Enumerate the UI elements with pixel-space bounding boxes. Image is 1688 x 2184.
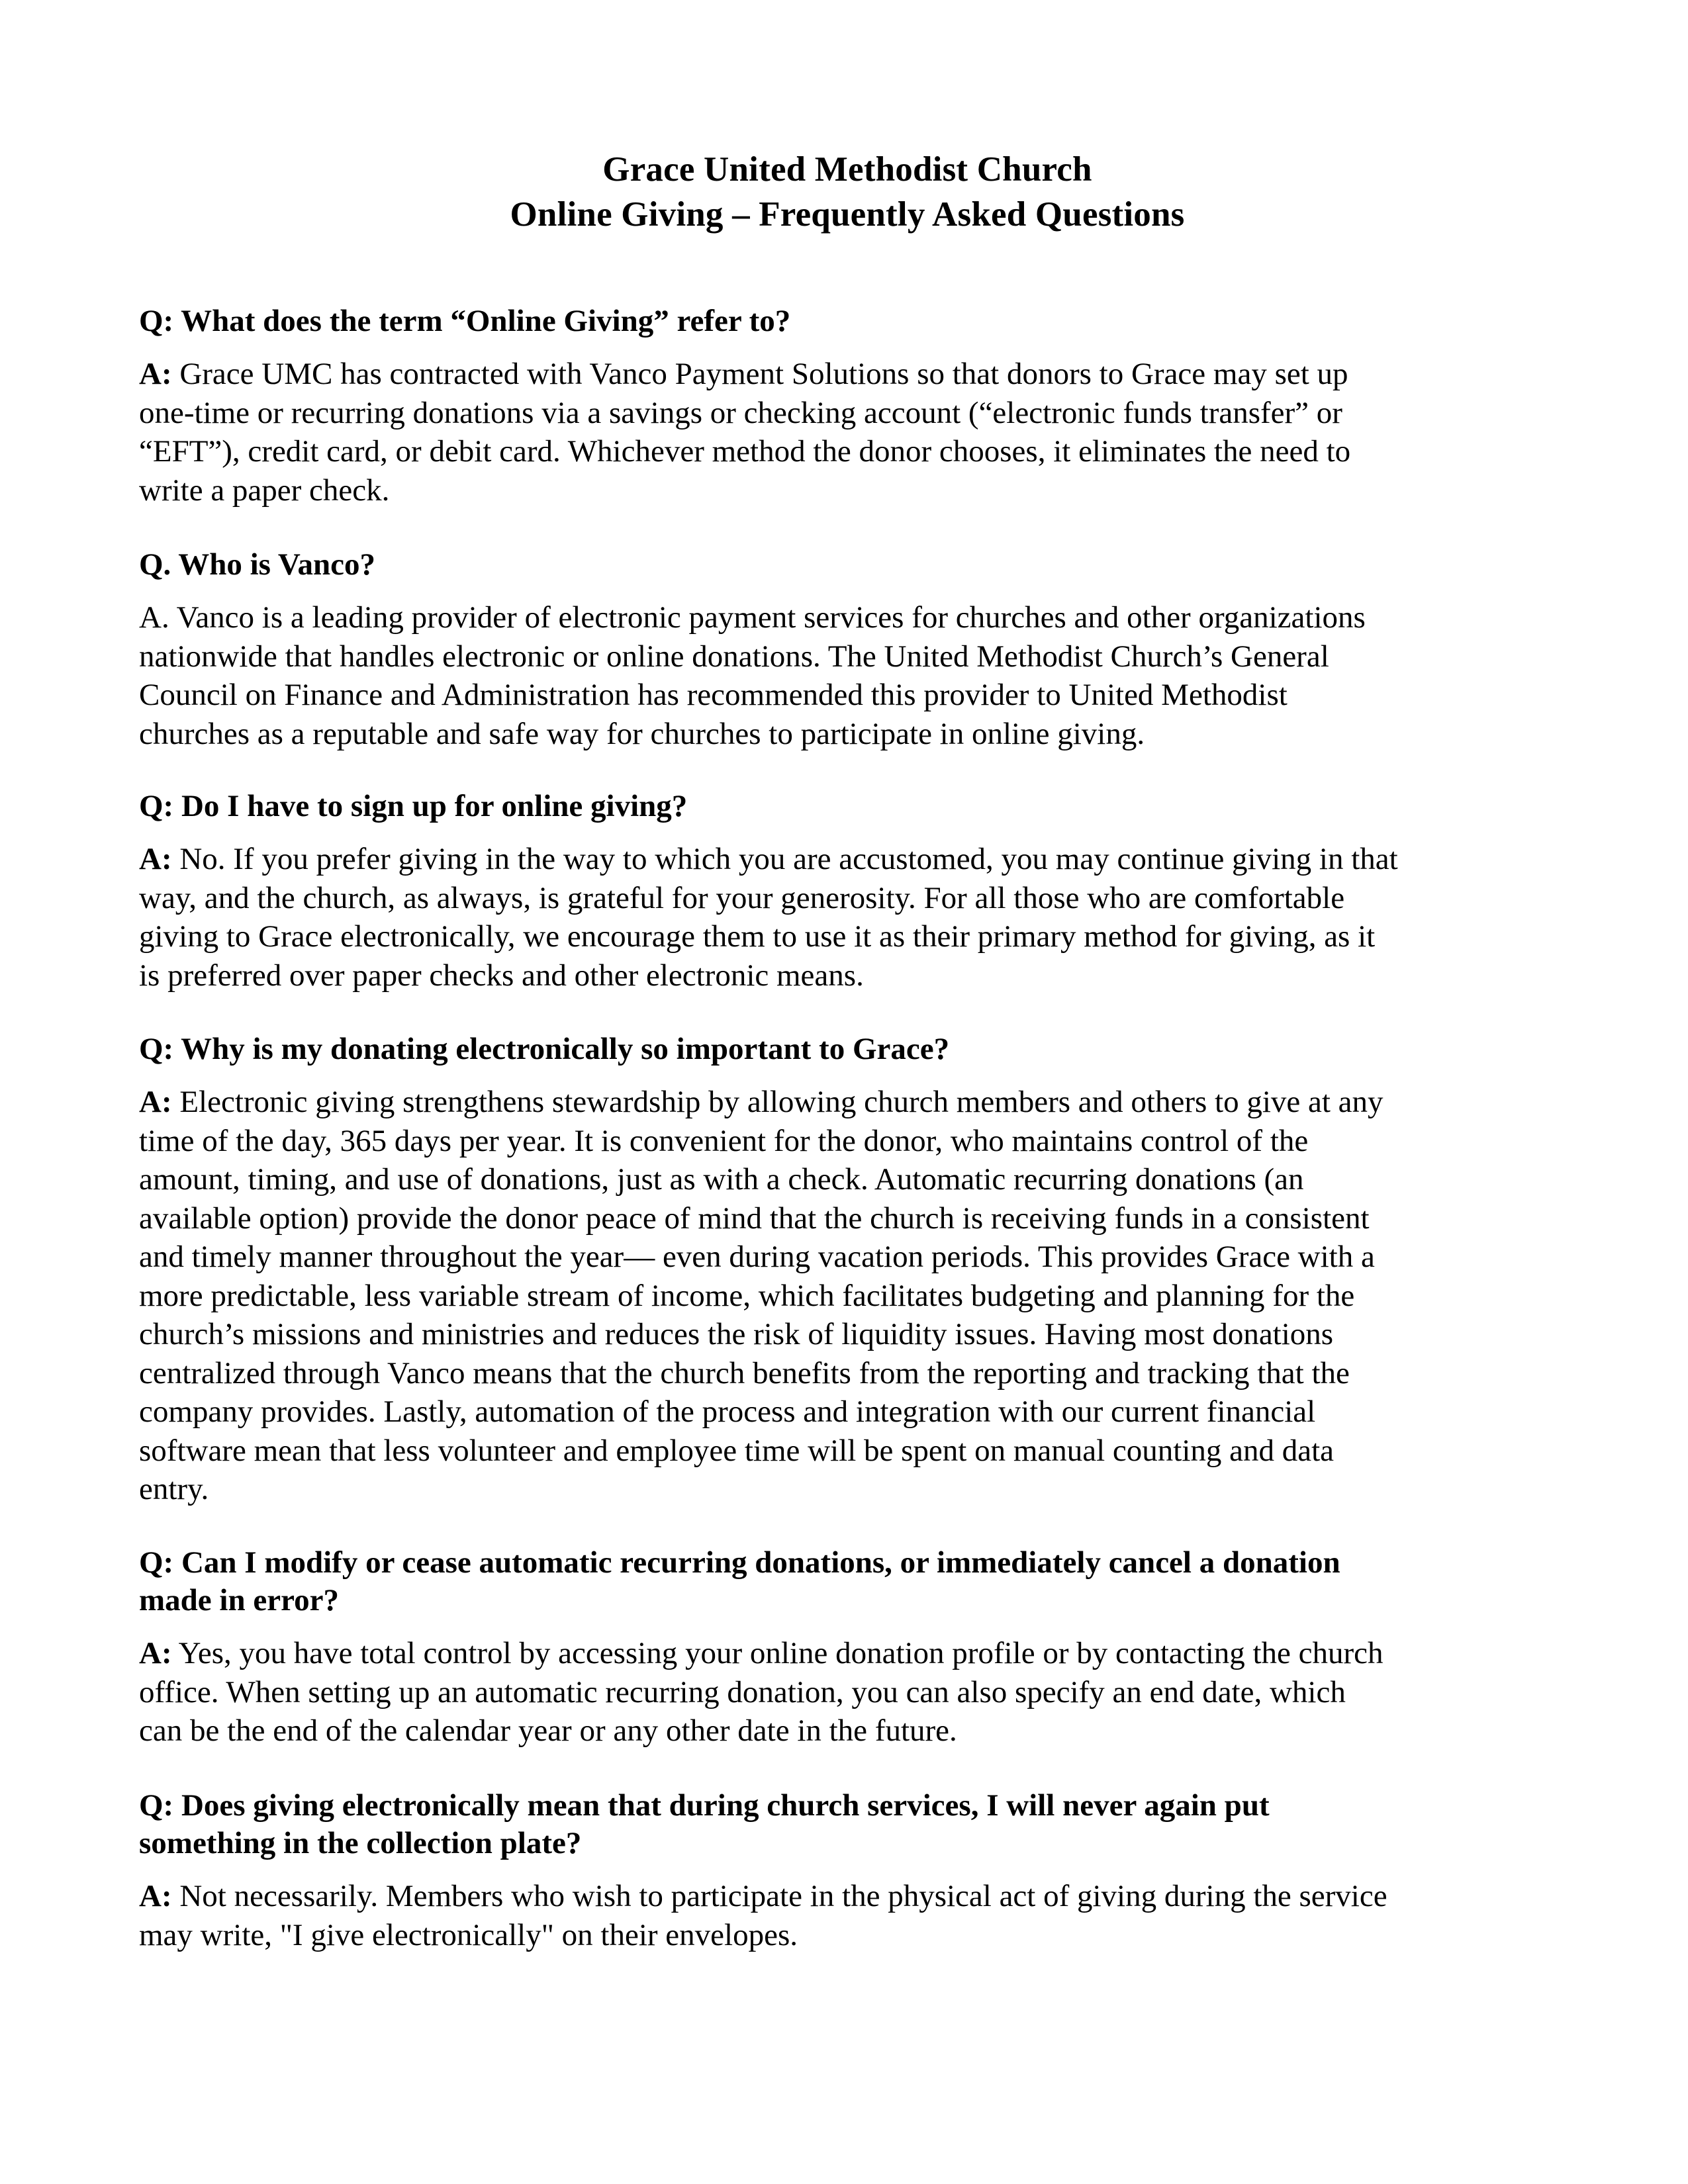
question-line: made in error? bbox=[139, 1583, 339, 1617]
question-line: Q: What does the term “Online Giving” refer to? bbox=[139, 304, 791, 338]
faq-answer bbox=[139, 1877, 1595, 1954]
answer-line: amount, timing, and use of donations, just as with a check. Automatic recurring donations (an bbox=[139, 1162, 1304, 1197]
answer-line: entry. bbox=[139, 1472, 209, 1506]
answer-line: office. When setting up an automatic recurring donation, you can also specify an end date, which bbox=[139, 1674, 1346, 1709]
faq-question bbox=[139, 1787, 1595, 1862]
question-line: Q: Does giving electronically mean that during church services, I will never again put bbox=[139, 1788, 1270, 1823]
question-line: Q. Who is Vanco? bbox=[139, 547, 375, 582]
answer-line: Council on Finance and Administration has recommended this provider to United Methodist bbox=[139, 678, 1288, 712]
faq-item-sign-up bbox=[139, 788, 1595, 995]
answer-line bbox=[139, 355, 1595, 394]
answer-text: Grace UMC has contracted with Vanco Payment Solutions so that donors to Grace may set up bbox=[171, 357, 1348, 391]
answer-line: and timely manner throughout the year— even during vacation periods. This provides Grace with a bbox=[139, 1240, 1375, 1274]
faq-question bbox=[139, 302, 1595, 340]
answer-line bbox=[139, 1634, 1595, 1673]
answer-line: church’s missions and ministries and reduces the risk of liquidity issues. Having most donations bbox=[139, 1317, 1334, 1351]
answer-line: is preferred over paper checks and other electronic means. bbox=[139, 958, 864, 993]
faq-item-online-giving bbox=[139, 302, 1595, 510]
answer-prefix: A: bbox=[139, 1636, 172, 1670]
answer-line: one-time or recurring donations via a savings or checking account (“electronic funds transfer” or bbox=[139, 395, 1342, 430]
question-line: Q: Can I modify or cease automatic recurring donations, or immediately cancel a donation bbox=[139, 1545, 1340, 1580]
question-line: Q: Do I have to sign up for online giving? bbox=[139, 789, 688, 823]
faq-question bbox=[139, 1544, 1595, 1619]
answer-prefix: A: bbox=[139, 1085, 172, 1119]
answer-prefix: A: bbox=[139, 357, 172, 391]
answer-line: giving to Grace electronically, we encourage them to use it as their primary method for giving, as it bbox=[139, 919, 1376, 954]
faq-answer bbox=[139, 598, 1595, 753]
answer-line: company provides. Lastly, automation of the process and integration with our current financial bbox=[139, 1394, 1316, 1429]
answer-line bbox=[139, 840, 1595, 879]
answer-line: may write, "I give electronically" on their envelopes. bbox=[139, 1917, 798, 1952]
answer-line: available option) provide the donor peace of mind that the church is receiving funds in a consistent bbox=[139, 1201, 1370, 1236]
answer-text: Electronic giving strengthens stewardship by allowing church members and others to give at any bbox=[171, 1085, 1383, 1119]
document-title: Grace United Methodist Church bbox=[602, 150, 1092, 189]
answer-line bbox=[139, 1083, 1595, 1122]
answer-line: churches as a reputable and safe way for churches to participate in online giving. bbox=[139, 716, 1145, 751]
answer-line: centralized through Vanco means that the church benefits from the reporting and tracking that the bbox=[139, 1355, 1350, 1390]
answer-line: “EFT”), credit card, or debit card. Whichever method the donor chooses, it eliminates the need to bbox=[139, 434, 1351, 469]
document-subtitle: Online Giving – Frequently Asked Questions bbox=[510, 195, 1185, 234]
faq-item-collection-plate bbox=[139, 1787, 1595, 1954]
answer-prefix: A: bbox=[139, 842, 172, 876]
faq-answer bbox=[139, 1634, 1595, 1751]
answer-line: time of the day, 365 days per year. It is convenient for the donor, who maintains control of the bbox=[139, 1123, 1309, 1158]
answer-line: nationwide that handles electronic or online donations. The United Methodist Church’s General bbox=[139, 639, 1329, 674]
faq-question bbox=[139, 1030, 1595, 1068]
answer-line: software mean that less volunteer and employee time will be spent on manual counting and data bbox=[139, 1433, 1335, 1468]
faq-answer bbox=[139, 840, 1595, 995]
faq-question bbox=[139, 788, 1595, 825]
answer-line: way, and the church, as always, is grateful for your generosity. For all those who are comfortable bbox=[139, 880, 1345, 915]
answer-line: more predictable, less variable stream of income, which facilitates budgeting and planning for the bbox=[139, 1278, 1355, 1313]
answer-line bbox=[139, 1877, 1595, 1916]
question-line: something in the collection plate? bbox=[139, 1826, 582, 1860]
answer-line: A. Vanco is a leading provider of electronic payment services for churches and other organizations bbox=[139, 600, 1366, 635]
faq-item-who-is-vanco bbox=[139, 546, 1595, 753]
answer-text: No. If you prefer giving in the way to which you are accustomed, you may continue giving in that bbox=[171, 842, 1398, 876]
faq-question bbox=[139, 546, 1595, 584]
faq-item-modify-donations bbox=[139, 1544, 1595, 1751]
faq-answer bbox=[139, 355, 1595, 510]
answer-line: write a paper check. bbox=[139, 473, 390, 508]
answer-text: Yes, you have total control by accessing your online donation profile or by contacting the church bbox=[171, 1636, 1383, 1670]
answer-prefix: A: bbox=[139, 1879, 172, 1913]
faq-item-why-important bbox=[139, 1030, 1595, 1509]
question-line: Q: Why is my donating electronically so important to Grace? bbox=[139, 1032, 950, 1066]
document-header bbox=[139, 147, 1556, 237]
answer-line: can be the end of the calendar year or any other date in the future. bbox=[139, 1713, 957, 1748]
faq-answer bbox=[139, 1083, 1595, 1509]
answer-text: Not necessarily. Members who wish to participate in the physical act of giving during the service bbox=[171, 1879, 1387, 1913]
